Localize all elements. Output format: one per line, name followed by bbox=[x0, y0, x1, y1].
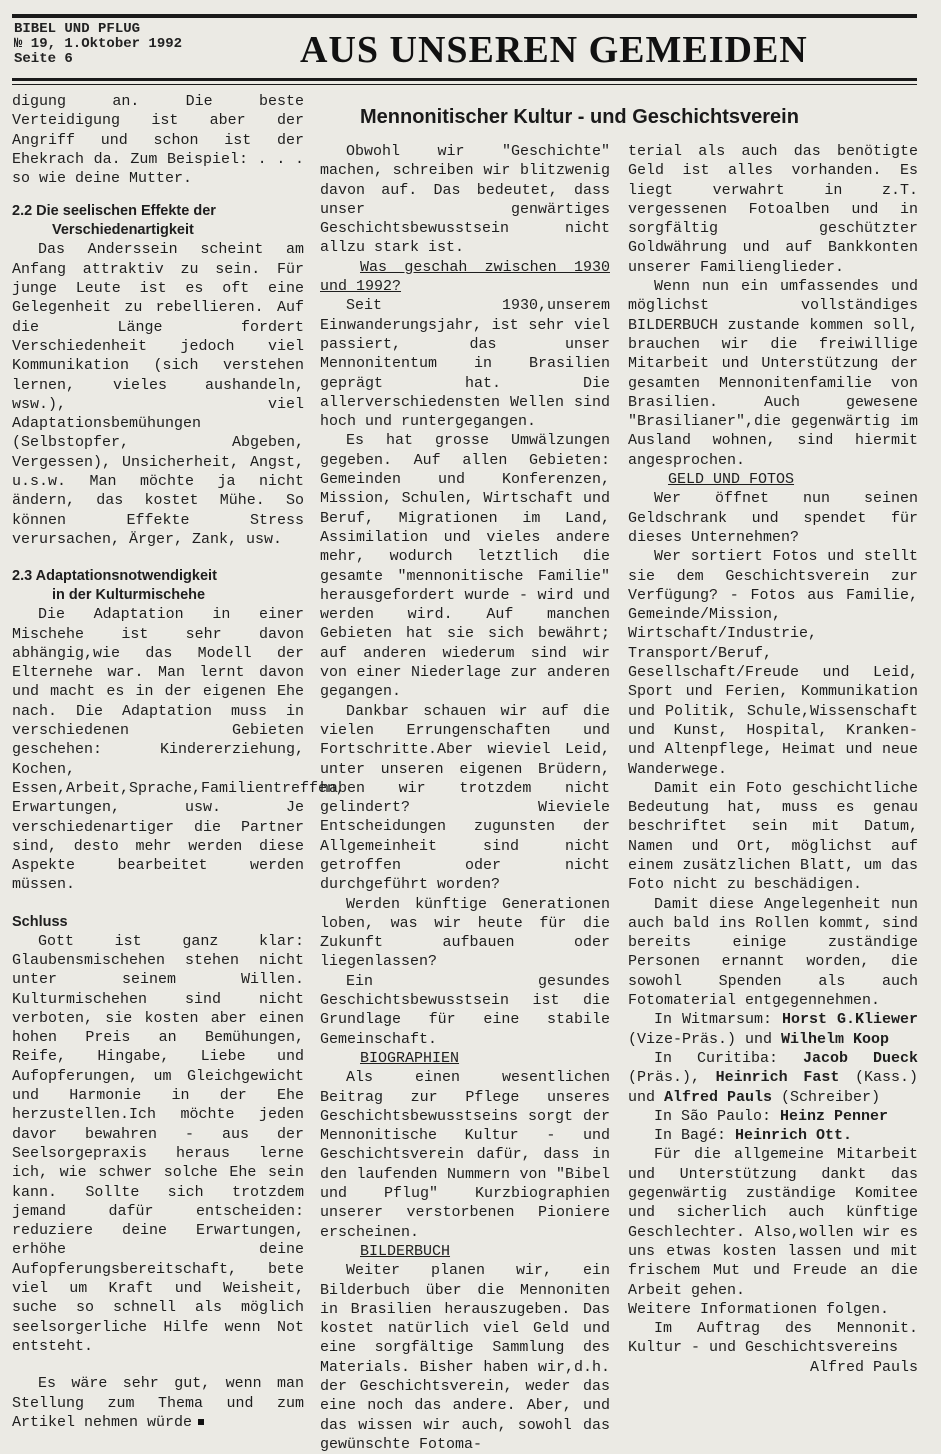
heading-schluss: Schluss bbox=[12, 913, 68, 930]
heading-line: 2.2 Die seelischen Effekte der bbox=[12, 203, 216, 220]
paragraph: Weitere Informationen folgen. bbox=[628, 1300, 890, 1318]
paragraph: Als einen wesentlichen Beitrag zur Pflege unseres Geschichtsbewusstseins sorgt der Mennonitische Kultur - und Geschichtsverein dafür, dass in den laufenden Nummern von "Bibel und Pflug" Kurzbiographien unserer verstorbenen Pioniere erscheinen. bbox=[320, 1069, 610, 1241]
paragraph: Für die allgemeine Mitarbeit und Unterstützung dankt das gegenwärtig zuständige Komitee und sicherlich auch künftige Geschlechter. Also,wollen wir es uns etwas kosten lassen und mit frischem Mut und Freude an die Arbeit gehen. bbox=[628, 1146, 918, 1299]
article-title: Mennonitischer Kultur - und Geschichtsverein bbox=[360, 106, 799, 128]
end-square-icon bbox=[198, 1419, 204, 1425]
closing-text: Es wäre sehr gut, wenn man Stellung zum Thema und zum Artikel nehmen würde bbox=[12, 1375, 304, 1431]
subheading-biographien: BIOGRAPHIEN bbox=[360, 1049, 460, 1067]
header-rule bbox=[12, 78, 917, 81]
contact-name: Jacob Dueck bbox=[802, 1049, 918, 1067]
subheading-geld-und-fotos: GELD UND FOTOS bbox=[668, 471, 795, 489]
heading-line: 2.3 Adaptationsnotwendigkeit bbox=[12, 568, 217, 585]
contact-name: Horst G.Kliewer bbox=[781, 1011, 918, 1029]
issue-date: № 19, 1.Oktober 1992 bbox=[14, 36, 183, 52]
contact-name: Alfred Pauls bbox=[664, 1088, 773, 1106]
paragraph: Dankbar schauen wir auf die vielen Errungenschaften und Fortschritte.Aber wieviel Leid, unter unseren eigenen Brüdern, haben wir trotzdem nicht gelindert? Wieviele Entscheidungen zugunsten der Allgemeinheit sind nicht getroffen oder nicht durchgeführt worden? bbox=[320, 702, 610, 894]
publication-name: BIBEL UND PFLUG bbox=[14, 21, 141, 37]
contact-role: (Kass.) und bbox=[628, 1069, 919, 1106]
heading-2-2 bbox=[12, 202, 304, 240]
contact-bage bbox=[628, 1126, 918, 1145]
paragraph: Damit diese Angelegenheit nun auch bald ins Rollen kommt, sind bereits einige zuständige Personen ernannt worden, die sowohl Spenden als auch Fotomaterial entgegennehmen. bbox=[628, 895, 918, 1010]
header-rule-thin bbox=[12, 84, 917, 85]
heading-line: in der Kulturmischehe bbox=[52, 587, 206, 604]
contact-label: In Witmarsum: bbox=[654, 1011, 782, 1029]
contact-name: Heinrich Ott. bbox=[735, 1127, 853, 1145]
paragraph: Gott ist ganz klar: Glaubensmischehen stehen nicht unter seinem Willen. Kulturmischehen sind nicht verboten, sie kosten aber einen hohen Preis an Bemühungen, Reife, Hingabe, Liebe und Aufopferungen, um Gleichgewicht und Harmonie in der Ehe herzustellen.Ich möchte jeden davor bewahren - aus der Seelsorgepraxis heraus lerne ich, wie schwer solche Ehe sein kann. Sollte sich trotzdem jemand dafür entscheiden: reduziere deine Erwartungen, erhöhe deine Aufopferungsbereitschaft, bete viel um Kraft und Weisheit, suche so schnell als möglich seelsorgerliche Hilfe wenn Not entsteht. bbox=[12, 932, 304, 1355]
heading-2-3 bbox=[12, 567, 304, 605]
contact-label: In Bagé: bbox=[654, 1127, 736, 1145]
paragraph: Im Auftrag des Mennonit. Kultur - und Geschichtsvereins bbox=[628, 1320, 918, 1357]
paragraph: Wer öffnet nun seinen Geldschrank und spendet für dieses Unternehmen? bbox=[628, 490, 918, 546]
paragraph: terial als auch das benötigte Geld ist alles vorhanden. Es liegt verwahrt in z.T. vergessenen Fotoalben und in sorgfältig geschützter Goldwährung und auf Bankkonten unserer Familienglieder. bbox=[628, 143, 918, 276]
paragraph: Ein gesundes Geschichtsbewusstsein ist die Grundlage für eine stabile Gemeinschaft. bbox=[320, 972, 610, 1048]
paragraph: Seit 1930,unserem Einwanderungsjahr, ist sehr viel passiert, das unser Mennonitentum in Brasilien geprägt hat. Die allerverschiedensten Wellen sind hoch und runtergegangen. bbox=[320, 297, 610, 431]
column-middle bbox=[320, 142, 610, 1454]
paragraph: Werden künftige Generationen loben, was wir heute für die Zukunft aufbauen oder liegenlassen? bbox=[320, 895, 610, 971]
contact-name: Heinz Penner bbox=[780, 1107, 889, 1125]
masthead bbox=[14, 22, 274, 67]
contact-witmarsum bbox=[628, 1010, 918, 1049]
contact-name: Wilhelm Koop bbox=[781, 1030, 890, 1048]
paragraph: Es hat grosse Umwälzungen gegeben. Auf allen Gebieten: Gemeinden und Konferenzen, Mission, Schulen, Wirtschaft und Beruf, Migrationen im Land, Assimilation und vieles andere mehr, wodurch letztlich die gesamte "mennonitische Familie" herausgefordert wurde - wird und werden wird. Auf manchen Gebieten hat sie sich bewährt; auf anderen wiederum sind wir von einer Niederlage zur anderen gegangen. bbox=[320, 432, 610, 701]
paragraph: Damit ein Foto geschichtliche Bedeutung hat, muss es genau beschriftet sein mit Datum, Namen und Ort, möglichst auf einem zusätzlichen Blatt, um das Foto nicht zu beschädigen. bbox=[628, 779, 918, 894]
signature: Alfred Pauls bbox=[809, 1358, 918, 1376]
subheading-bilderbuch: BILDERBUCH bbox=[360, 1242, 451, 1260]
contact-role: (Schreiber) bbox=[772, 1088, 881, 1106]
paragraph: Wer sortiert Fotos und stellt sie dem Geschichtsverein zur Verfügung? - Fotos aus Familie, Gemeinde/Mission, Wirtschaft/Industrie, Transport/Beruf, Gesellschaft/Freude und Leid, Sport und Ferien, Kommunikation und Politik, Schule,Wissenschaft und Kunst, Hospital, Kranken- und Altenpflege, Heimat und neue Wanderwege. bbox=[628, 548, 918, 778]
paragraph-closing bbox=[12, 1374, 304, 1432]
top-rule bbox=[12, 14, 917, 18]
column-left bbox=[12, 92, 346, 1432]
heading-line: Verschiedenartigkeit bbox=[52, 222, 194, 239]
contact-label: In Curitiba: bbox=[654, 1049, 803, 1067]
subheading-was-geschah: Was geschah zwischen 1930 und 1992? bbox=[320, 258, 610, 296]
paragraph: Weiter planen wir, ein Bilderbuch über die Mennoniten in Brasilien herauszugeben. Das kostet natürlich viel Geld und eine sorgfältige Sammlung des Materials. Bisher haben wir,d.h. der Geschichtsverein, weder das eine noch das andere. Aber, und das wissen wir auch, sowohl das gewünschte Fotoma- bbox=[320, 1262, 610, 1453]
page-number: Seite 6 bbox=[14, 51, 73, 67]
paragraph: digung an. Die beste Verteidigung ist aber der Angriff und schon ist der Ehekrach da. Zum Beispiel: . . . so wie deine Mutter. bbox=[12, 93, 304, 188]
paragraph: Das Anderssein scheint am Anfang attraktiv zu sein. Für junge Leute ist es oft eine Gelegenheit zu rebellieren. Auf die Länge fordert Verschiedenheit jedoch viel Kommunikation (sich verstehen lernen, vieles aushandeln, wsw.), viel Adaptationsbemühungen (Selbstopfer, Abgeben, Vergessen), Unsicherheit, Angst, u.s.w. Man möchte ja nicht ändern, das kostet Mühe. So können Effekte Stress verursachen, Ärger, Zank, usw. bbox=[12, 241, 304, 548]
contact-curitiba bbox=[628, 1049, 918, 1107]
paragraph: Die Adaptation in einer Mischehe ist sehr davon abhängig,wie das Modell der Elternehe war. Man lernt davon und macht es in der eigenen Ehe nach. Die Adaptation muss in verschiedenen Gebieten geschehen: Kindererziehung, Kochen, Essen,Arbeit,Sprache,Familientreffen, Erwartungen, usw. Je verschiedenartiger die Partner sind, desto mehr werden diese Aspekte bearbeitet werden müssen. bbox=[12, 606, 346, 894]
contact-sao-paulo bbox=[628, 1107, 918, 1126]
paragraph: Obwohl wir "Geschichte" machen, schreiben wir blitzwenig davon auf. Das bedeutet, dass unser genwärtiges Geschichtsbewusstsein nicht allzu stark ist. bbox=[320, 143, 610, 257]
contact-role: (Vize-Präs.) und bbox=[628, 1030, 782, 1048]
contact-label: In São Paulo: bbox=[654, 1107, 781, 1125]
contact-name: Heinrich Fast bbox=[715, 1069, 840, 1087]
paragraph: Wenn nun ein umfassendes und möglichst vollständiges BILDERBUCH zustande kommen soll, brauchen wir die freiwillige Mitarbeit und Unterstützung der gesamten Mennonitenfamilie von Brasilien. Auch gewesene "Brasilianer",die gegenwärtig im Ausland wohnen, sind hiermit angesprochen. bbox=[628, 278, 918, 469]
contact-role: (Präs.), bbox=[628, 1069, 716, 1087]
section-title: AUS UNSEREN GEMEIDEN bbox=[300, 29, 808, 71]
column-right bbox=[628, 142, 918, 1377]
